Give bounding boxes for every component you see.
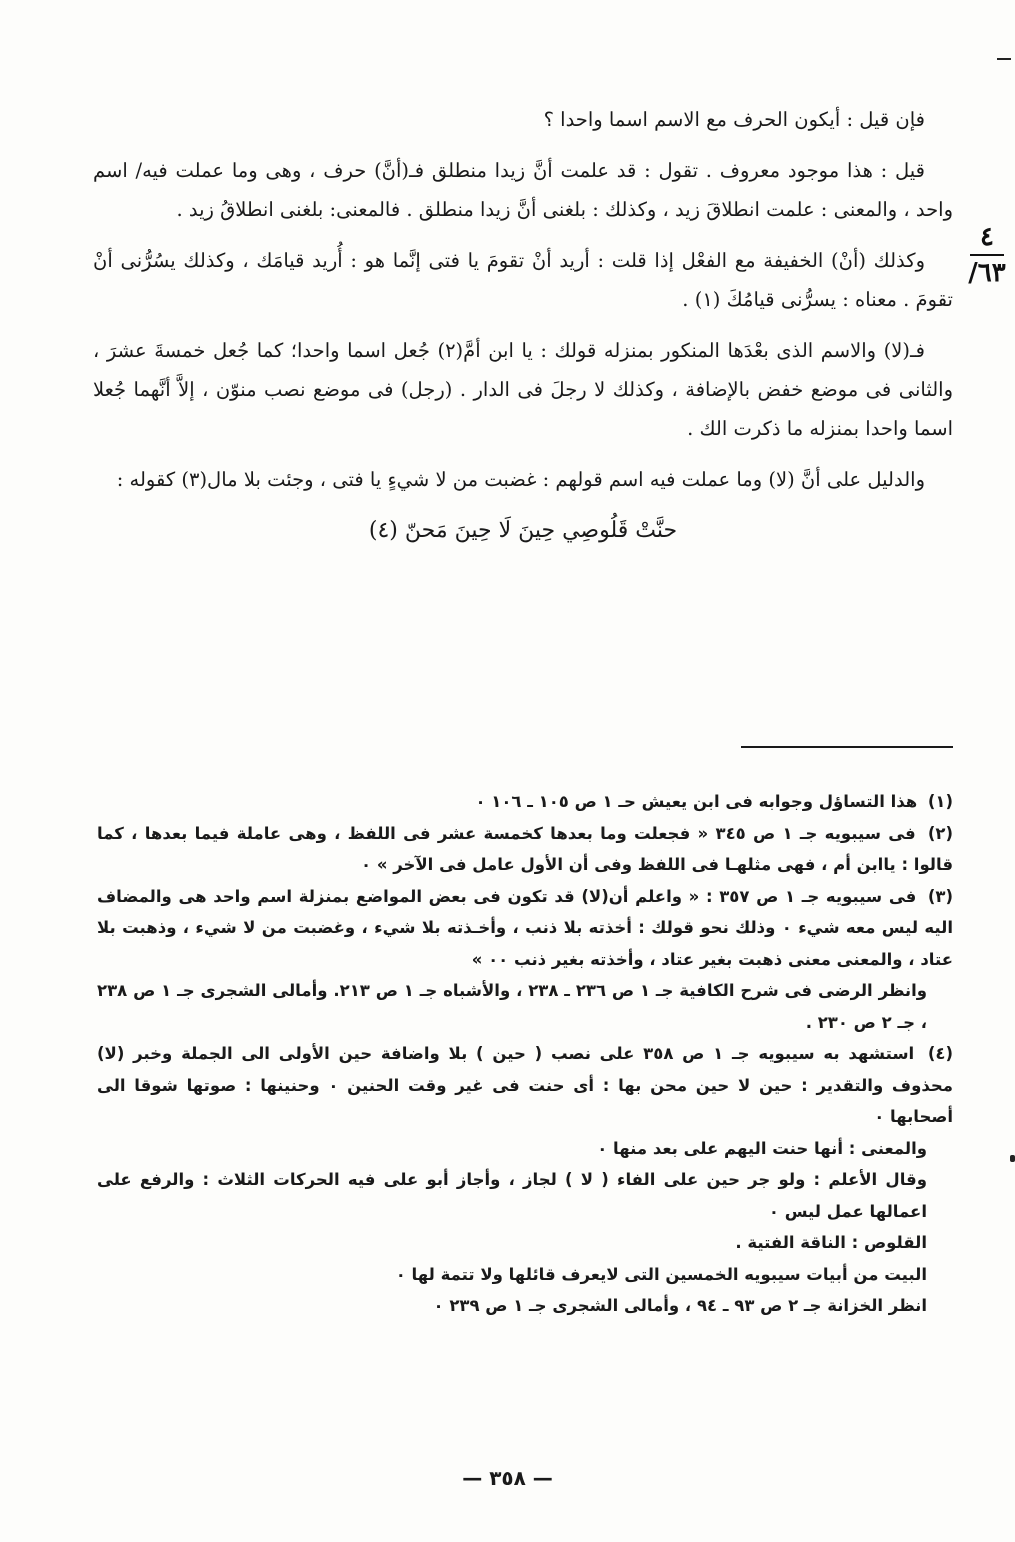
paragraph: وكذلك (أنْ) الخفيفة مع الفعْل إذا قلت : أريد أنْ تقومَ يا فتى إنَّما هو : أُريد قيامَك ، وكذلك يسُرُّنى أنْ تقومَ . معناه : يسرُّنى قيامُكَ (١) . xyxy=(93,249,953,311)
footnote-continuation xyxy=(97,1259,953,1291)
footnote-text: والمعنى : أنها حنت اليهم على بعد منها ٠ xyxy=(597,1138,927,1158)
margin-note-line xyxy=(970,254,1004,256)
edge-mark xyxy=(997,58,1011,60)
footnote-text: وانظر الرضى فى شرح الكافية جـ ١ ص ٢٣٦ ـ ٢٣٨ ، والأشباه جـ ١ ص ٢١٣. وأمالى الشجرى جـ ١ ص ٢٣٨ ، جـ ٢ ص ٢٣٠ . xyxy=(97,981,928,1032)
paragraph: والدليل على أنَّ (لا) وما عملت فيه اسم قولهم : غضبت من لا شيءٍ يا فتى ، وجئت بلا مال(٣) كقوله : xyxy=(116,468,925,491)
footnote-text: فى سيبويه جـ ١ ص ٣٤٥ « فجعلت وما بعدها كخمسة عشر فى اللفظ ، وهى عاملة فيما بعدها ، كما قالوا : ياابن أم ، فهى مثلهـا فى اللفظ وفى أن الأول عامل فى الآخر » ٠ xyxy=(97,823,953,874)
footnote-continuation xyxy=(97,1227,953,1259)
footnote-text: البيت من أبيات سيبويه الخمسين التى لايعرف قائلها ولا تتمة لها ٠ xyxy=(395,1264,927,1284)
margin-note-bottom: ٦٣/ xyxy=(968,258,1006,288)
margin-note-top: ٤ xyxy=(980,222,994,252)
paragraph: فـ(لا) والاسم الذى بعْدَها المنكور بمنزله قولك : يا ابن أمَّ(٢) جُعل اسما واحدا؛ كما جُعل خمسةَ عشرَ ، والثانى فى موضع خفض بالإضافة ، وكذلك لا رجلَ فى الدار . (رجل) فى موضع نصب منوّن ، إلاَّ أنَّهما جُعلا اسما واحدا بمنزله ما ذكرت الك . xyxy=(93,339,953,440)
footnote-text: وقال الأعلم : ولو جر حين على الفاء ( لا ) لجاز ، وأجاز أبو على فيه الحركات الثلاث : والرفع على اعمالها عمل ليس ٠ xyxy=(97,1170,927,1221)
footnote-number: (١) xyxy=(927,792,953,811)
footnote-continuation xyxy=(97,975,953,1038)
page-number: — ٣٥٨ — xyxy=(462,1466,553,1490)
margin-dot xyxy=(1010,1155,1015,1162)
margin-note xyxy=(961,222,1013,288)
footnote-text: هذا التساؤل وجوابه فى ابن يعيش حـ ١ ص ١٠٥ ـ ١٠٦ ٠ xyxy=(475,792,918,811)
footnote-separator xyxy=(741,746,953,748)
footnote-text: القلوص : الناقة الفتية . xyxy=(735,1233,927,1252)
footnote xyxy=(97,881,953,976)
footnote xyxy=(97,786,953,818)
footnote-continuation xyxy=(97,1133,953,1165)
footnotes xyxy=(97,786,953,1322)
paragraph: فإن قيل : أيكون الحرف مع الاسم اسما واحدا ؟ xyxy=(543,108,925,131)
footnote-text: استشهد به سيبويه جـ ١ ص ٣٥٨ على نصب ( حين ) بلا واضافة حين الأولى الى الجملة وخبر (لا) محذوف والتقدير : حين لا حين محن بها : أى حنت فى غير وقت الحنين ٠ وحنينها : صوتها شوقا الى أصحابها ٠ xyxy=(97,1044,953,1126)
footnote-text: انظر الخزانة جـ ٢ ص ٩٣ ـ ٩٤ ، وأمالى الشجرى جـ ١ ص ٢٣٩ ٠ xyxy=(433,1296,927,1315)
footnote-continuation xyxy=(97,1164,953,1227)
footnote-continuation xyxy=(97,1290,953,1322)
footnote-text: فى سيبويه جـ ١ ص ٣٥٧ : « واعلم أن(لا) قد تكون فى بعض المواضع بمنزلة اسم واحد هى والمضاف اليه ليس معه شيء ٠ وذلك نحو قولك : أخذته بلا ذنب ، وأخـذته بلا شيء ، وغضبت من لا شيء ، وذهبت بلا عتاد ، والمعنى معنى ذهبت بغير عتاد ، وأخذته بغير ذنب ٠٠ » xyxy=(97,886,954,969)
footnote xyxy=(97,818,953,881)
verse-line: حنَّتْ قَلُوصِي حِينَ لَا حِينَ مَحنّ (٤) xyxy=(368,518,678,543)
main-text xyxy=(93,100,953,562)
footnote-number: (٤) xyxy=(927,1044,954,1063)
footnote-number: (٢) xyxy=(927,823,954,843)
footnote xyxy=(97,1038,953,1133)
footnote-number: (٣) xyxy=(927,886,953,906)
paragraph: قيل : هذا موجود معروف . تقول : قد علمت أنَّ زيدا منطلق فـ(أنَّ) حرف ، وهى وما عملت فيه/ اسم واحد ، والمعنى : علمت انطلاقَ زيد ، وكذلك : بلغنى أنَّ زيدا منطلق . فالمعنى: بلغنى انطلاقُ زيد . xyxy=(93,159,953,221)
